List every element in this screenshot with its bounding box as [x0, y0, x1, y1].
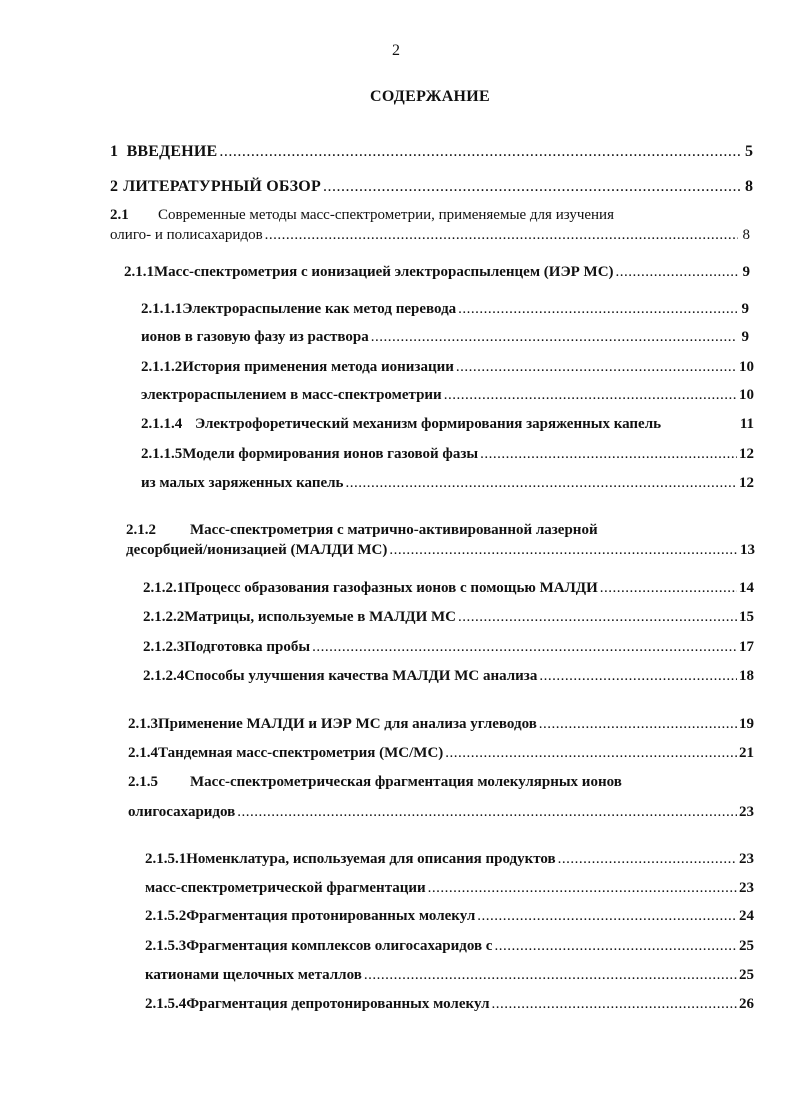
toc-text: Способы улучшения качества МАЛДИ МС анализа — [184, 668, 538, 684]
toc-leader — [312, 636, 737, 658]
toc-number: 2.1.1 — [124, 264, 154, 280]
toc-text: Процесс образования газофазных ионов с помощью МАЛДИ — [184, 580, 598, 596]
toc-number: 2.1.1.5 — [141, 446, 183, 462]
toc-text: Масс-спектрометрия с ионизацией электрораспыленцем (ИЭР МС) — [154, 264, 614, 280]
toc-number: 2.1.5.1 — [145, 851, 187, 867]
toc-entry-2-1-5-line2[interactable] — [128, 801, 754, 823]
toc-leader — [491, 993, 737, 1015]
toc-leader — [458, 606, 737, 628]
toc-entry-2-1-1-5-cont[interactable] — [141, 472, 754, 494]
toc-page: 10 — [739, 359, 754, 375]
toc-page: 25 — [739, 967, 754, 983]
toc-entry-2-1-4[interactable] — [128, 742, 754, 764]
toc-page: 19 — [739, 716, 754, 732]
toc-entry-2-1-5-4[interactable] — [145, 993, 754, 1015]
toc-leader — [323, 176, 741, 198]
toc-text: Фрагментация протонированных молекул — [186, 908, 476, 924]
toc-page: 9 — [742, 264, 750, 280]
toc-page: 25 — [739, 938, 754, 954]
toc-leader — [265, 224, 738, 246]
toc-leader — [539, 713, 737, 735]
toc-entry-2-1-1-1-cont[interactable] — [141, 326, 749, 348]
toc-leader — [477, 905, 737, 927]
toc-leader — [364, 964, 737, 986]
toc-entry-2-1-2-3[interactable] — [143, 636, 754, 658]
toc-entry-2-1-2-2[interactable] — [143, 606, 754, 628]
toc-entry-2-1-2-line2[interactable] — [126, 539, 755, 561]
toc-text: Фрагментация комплексов олигосахаридов с — [186, 938, 493, 954]
toc-text: катионами щелочных металлов — [145, 967, 362, 983]
toc-entry-2-1-5-1[interactable] — [145, 848, 754, 870]
toc-page: 17 — [739, 639, 754, 655]
toc-leader — [219, 141, 741, 163]
toc-leader — [371, 326, 737, 348]
toc-page: 8 — [742, 227, 750, 243]
toc-text: Матрицы, используемые в МАЛДИ МС — [184, 609, 456, 625]
toc-page: 13 — [740, 542, 755, 558]
toc-number: 2.1.5 — [128, 774, 158, 790]
toc-page: 24 — [739, 908, 754, 924]
toc-page: 14 — [739, 580, 754, 596]
toc-text: электрораспылением в масс-спектрометрии — [141, 387, 442, 403]
toc-number: 2.1 — [110, 207, 129, 223]
toc-entry-2-1-line2[interactable] — [110, 224, 750, 246]
toc-entry-2-1-1[interactable] — [124, 261, 750, 283]
toc-entry-2-1-5-line1[interactable] — [128, 771, 728, 793]
toc-leader — [456, 356, 737, 378]
toc-number: 2 — [110, 178, 118, 195]
toc-page: 11 — [739, 416, 754, 432]
toc-entry-2-1-1-5[interactable] — [141, 443, 754, 465]
toc-number: 2.1.2.2 — [143, 609, 185, 625]
toc-text: олиго- и полисахаридов — [110, 227, 263, 243]
toc-page: 15 — [739, 609, 754, 625]
toc-number: 2.1.2 — [126, 522, 156, 538]
toc-page: 12 — [739, 475, 754, 491]
toc-text: Масс-спектрометрическая фрагментация молекулярных ионов — [190, 774, 622, 790]
toc-text: олигосахаридов — [128, 804, 236, 820]
toc-page: 26 — [739, 996, 754, 1012]
toc-text: Тандемная масс-спектрометрия (МС/МС) — [158, 745, 444, 761]
toc-entry-2-1-1-2[interactable] — [141, 356, 754, 378]
toc-entry-2-1-3[interactable] — [128, 713, 754, 735]
toc-number: 2.1.2.1 — [143, 580, 185, 596]
toc-leader — [345, 472, 737, 494]
toc-entry-2-1-1-1[interactable] — [141, 298, 749, 320]
toc-text: Модели формирования ионов газовой фазы — [182, 446, 479, 462]
toc-page: 12 — [739, 446, 754, 462]
toc-text: десорбцией/ионизацией (МАЛДИ МС) — [126, 542, 388, 558]
toc-entry-2-1-5-3[interactable] — [145, 935, 754, 957]
toc-page: 5 — [745, 143, 753, 160]
toc-text: из малых заряженных капель — [141, 475, 344, 491]
toc-number: 2.1.2.4 — [143, 668, 185, 684]
toc-leader — [445, 742, 737, 764]
toc-entry-2-1-2-4[interactable] — [143, 665, 754, 687]
page-number: 2 — [392, 42, 400, 59]
toc-leader — [237, 801, 737, 823]
toc-text: Применение МАЛДИ и ИЭР МС для анализа углеводов — [158, 716, 537, 732]
toc-page: 8 — [745, 178, 753, 195]
toc-leader — [458, 298, 737, 320]
toc-entry-2-1-line1[interactable] — [110, 204, 730, 226]
toc-page: 23 — [739, 851, 754, 867]
toc-text: Электрофоретический механизм формирования заряженных капель — [195, 416, 662, 432]
toc-number: 2.1.5.3 — [145, 938, 187, 954]
toc-number: 2.1.2.3 — [143, 639, 185, 655]
toc-entry-2-1-2-1[interactable] — [143, 577, 754, 599]
toc-entry-2-1-5-1-cont[interactable] — [145, 877, 754, 899]
toc-entry-2-1-1-4[interactable] — [141, 413, 754, 435]
toc-leader — [539, 665, 737, 687]
toc-number: 1 — [110, 143, 118, 160]
toc-number: 2.1.4 — [128, 745, 158, 761]
toc-text: Номенклатура, используемая для описания продуктов — [186, 851, 556, 867]
toc-number: 2.1.3 — [128, 716, 158, 732]
toc-text: Электрораспыление как метод перевода — [182, 301, 457, 317]
toc-leader — [616, 261, 738, 283]
toc-leader — [389, 539, 738, 561]
toc-entry-2-1-5-3-cont[interactable] — [145, 964, 754, 986]
toc-page: 21 — [739, 745, 754, 761]
toc-number: 2.1.5.2 — [145, 908, 187, 924]
page-title: СОДЕРЖАНИЕ — [369, 88, 491, 105]
toc-number: 2.1.5.4 — [145, 996, 187, 1012]
toc-leader — [444, 384, 737, 406]
toc-page: 9 — [741, 301, 749, 317]
toc-page: 23 — [739, 804, 754, 820]
toc-text: Фрагментация депротонированных молекул — [186, 996, 490, 1012]
toc-leader — [600, 577, 737, 599]
toc-leader — [428, 877, 737, 899]
toc-page: 18 — [739, 668, 754, 684]
toc-page: 23 — [739, 880, 754, 896]
toc-text: ЛИТЕРАТУРНЫЙ ОБЗОР — [123, 178, 321, 195]
toc-text: масс-спектрометрической фрагментации — [145, 880, 426, 896]
toc-leader — [558, 848, 737, 870]
toc-number: 2.1.1.4 — [141, 416, 183, 432]
toc-number: 2.1.1.2 — [141, 359, 183, 375]
toc-text: ионов в газовую фазу из раствора — [141, 329, 369, 345]
toc-entry-2-1-1-2-cont[interactable] — [141, 384, 754, 406]
toc-text: Масс-спектрометрия с матрично-активированной лазерной — [190, 522, 598, 538]
toc-text: Подготовка пробы — [184, 639, 311, 655]
toc-page: 9 — [741, 329, 749, 345]
toc-entry-2-1-5-2[interactable] — [145, 905, 754, 927]
toc-leader — [480, 443, 737, 465]
toc-text: Современные методы масс-спектрометрии, применяемые для изучения — [158, 207, 614, 223]
toc-leader — [494, 935, 737, 957]
toc-number: 2.1.1.1 — [141, 301, 183, 317]
toc-entry-literature-review[interactable] — [110, 176, 753, 198]
toc-entry-2-1-2-line1[interactable] — [126, 519, 726, 541]
toc-page: 10 — [739, 387, 754, 403]
toc-entry-introduction[interactable] — [110, 141, 753, 163]
toc-text: История применения метода ионизации — [182, 359, 454, 375]
toc-text: ВВЕДЕНИЕ — [126, 143, 218, 160]
